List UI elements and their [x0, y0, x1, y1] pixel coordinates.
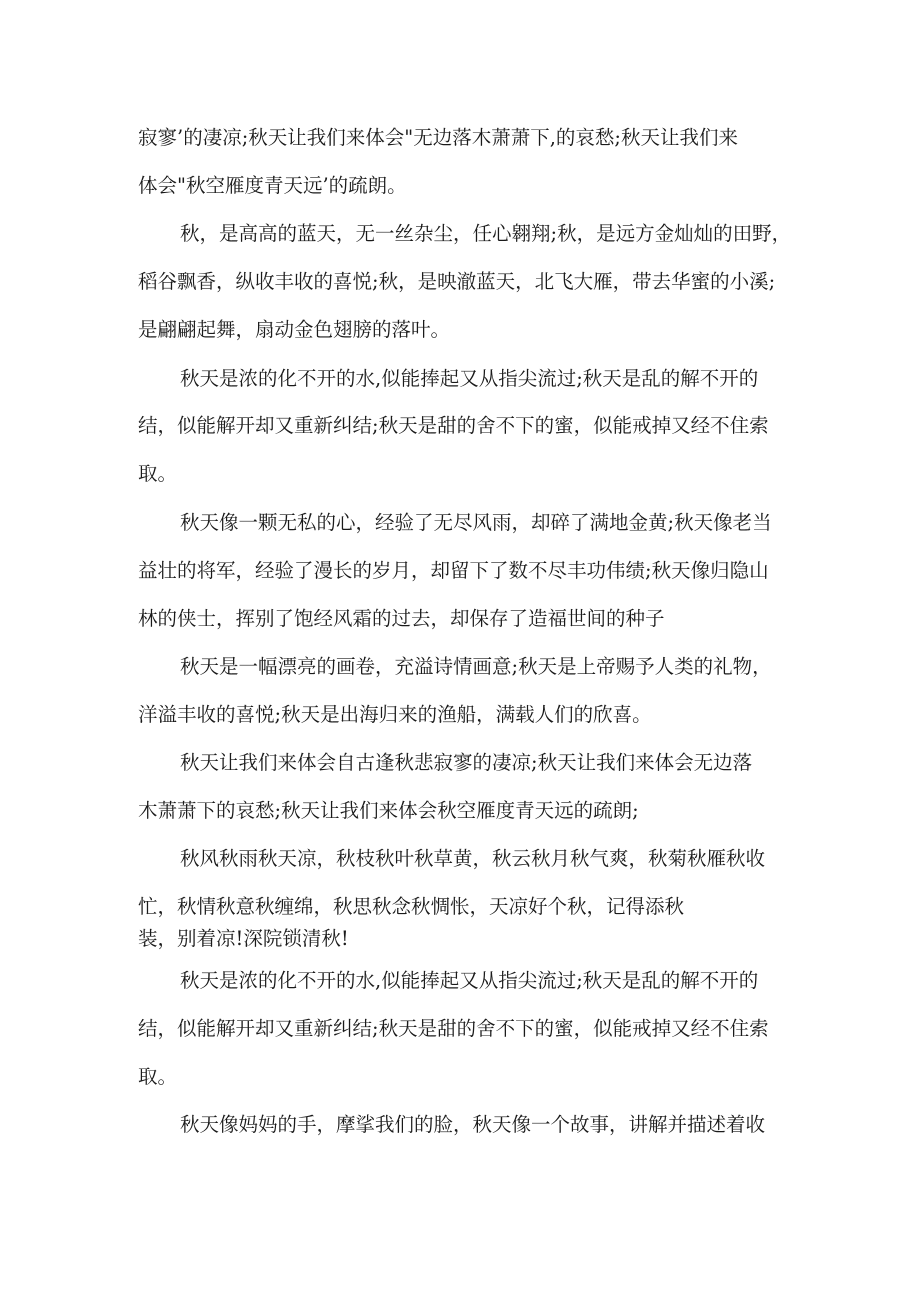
text-line: 秋天让我们来体会自古逢秋悲寂寥的凄凉;秋天让我们来体会无边落: [180, 751, 753, 774]
text-line: 益壮的将军，经验了漫长的岁月，却留下了数不尽丰功伟绩;秋天像归隐山: [138, 559, 769, 582]
text-line: 秋天是浓的化不开的水,似能捧起又从指尖流过;秋天是乱的解不开的: [180, 367, 759, 390]
text-line: 结，似能解开却又重新纠结;秋天是甜的舍不下的蜜，似能戒掉又经不住索: [138, 414, 769, 437]
text-line: 取。: [138, 462, 178, 485]
text-line: 体会"秋空雁度青天远’的疏朗。: [138, 174, 407, 197]
text-line: 秋天像妈妈的手，摩挲我们的脸，秋天像一个故事，讲解并描述着收: [180, 1113, 766, 1136]
text-line: 装，别着凉!深院锁清秋!: [138, 927, 349, 950]
text-line: 洋溢丰收的喜悦;秋天是出海归来的渔船，满载人们的欣喜。: [138, 703, 652, 726]
text-line: 林的侠士，挥别了饱经风霜的过去，却保存了造福世间的种子: [138, 607, 665, 630]
text-line: 忙，秋情秋意秋缠绵，秋思秋念秋惆怅，天凉好个秋，记得添秋: [138, 895, 685, 918]
text-line: 是翩翩起舞，扇动金色翅膀的落叶。: [138, 318, 451, 341]
text-line: 秋天是一幅漂亮的画卷，充溢诗情画意;秋天是上帝赐予人类的礼物，: [180, 655, 772, 678]
text-line: 稻谷飘香，纵收丰收的喜悦;秋，是映澈蓝天，北飞大雁，带去华蜜的小溪;: [138, 270, 776, 293]
text-line: 取。: [138, 1065, 178, 1088]
text-line: 秋风秋雨秋天凉，秋枝秋叶秋草黄，秋云秋月秋气爽，秋菊秋雁秋收: [180, 847, 766, 870]
text-line: 木萧萧下的哀愁;秋天让我们来体会秋空雁度青天远的疏朗;: [138, 799, 639, 822]
text-line: 寂寥’的凄凉;秋天让我们来体会"无边落木萧萧下,的哀愁;秋天让我们来: [138, 126, 739, 149]
text-line: 秋天像一颗无私的心，经验了无尽风雨，却碎了满地金黄;秋天像老当: [180, 511, 772, 534]
text-line: 秋，是高高的蓝天，无一丝杂尘，任心翱翔;秋，是远方金灿灿的田野，: [180, 222, 792, 245]
text-line: 结，似能解开却又重新纠结;秋天是甜的舍不下的蜜，似能戒掉又经不住索: [138, 1017, 769, 1040]
text-line: 秋天是浓的化不开的水,似能捧起又从指尖流过;秋天是乱的解不开的: [180, 969, 759, 992]
